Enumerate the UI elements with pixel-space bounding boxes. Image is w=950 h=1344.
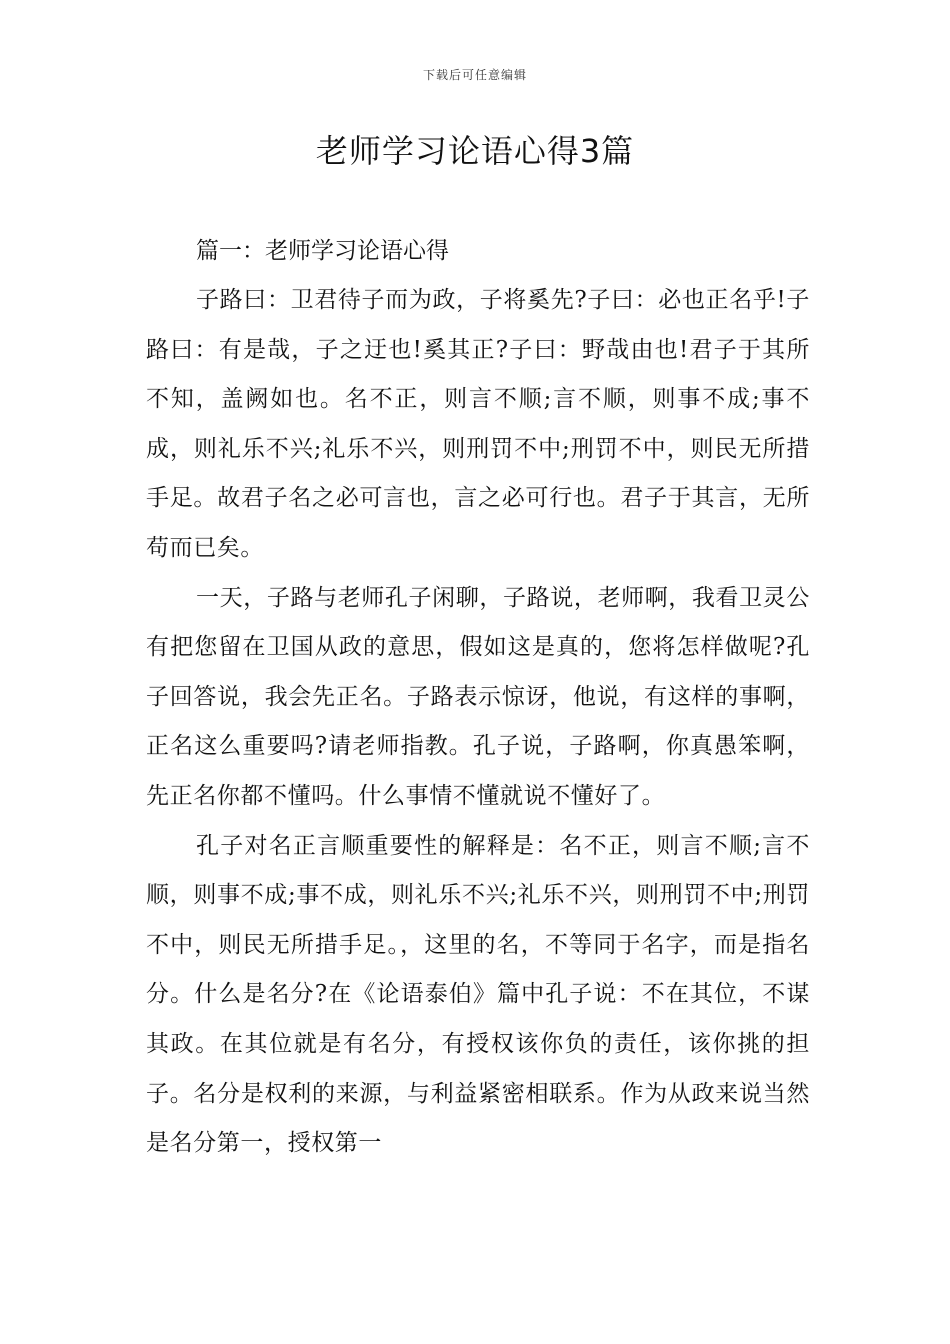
paragraph-1: 子路曰：卫君待子而为政，子将奚先?子曰：必也正名乎!子路曰：有是哉，子之迂也!奚其正?子曰：野哉由也!君子于其所不知，盖阙如也。名不正，则言不顺;言不顺，则事不成;事不成，则礼乐不兴;礼乐不兴，则刑罚不中;刑罚不中，则民无所措手足。故君子名之必可言也，言之必可行也。君子于其言，无所苟而已矣。: [146, 287, 810, 561]
header-note: 下载后可任意编辑: [422, 68, 527, 82]
section-heading: 篇一：老师学习论语心得: [196, 238, 449, 264]
paragraph-2: 一天，子路与老师孔子闲聊，子路说，老师啊，我看卫灵公有把您留在卫国从政的意思，假如这是真的，您将怎样做呢?孔子回答说，我会先正名。子路表示惊讶，他说，有这样的事啊，正名这么重要吗?请老师指教。孔子说，子路啊，你真愚笨啊，先正名你都不懂吗。什么事情不懂就说不懂好了。: [146, 584, 810, 809]
document-title: 老师学习论语心得3篇: [315, 132, 635, 170]
paragraph-3: 孔子对名正言顺重要性的解释是：名不正，则言不顺;言不顺，则事不成;事不成，则礼乐不兴;礼乐不兴，则刑罚不中;刑罚不中，则民无所措手足。，这里的名，不等同于名字，而是指名分。什么是名分?在《论语泰伯》篇中孔子说：不在其位，不谋其政。在其位就是有名分，有授权该你负的责任，该你挑的担子。名分是权利的来源，与利益紧密相联系。作为从政来说当然是名分第一，授权第一: [146, 832, 810, 1157]
document-body: [146, 226, 810, 1169]
